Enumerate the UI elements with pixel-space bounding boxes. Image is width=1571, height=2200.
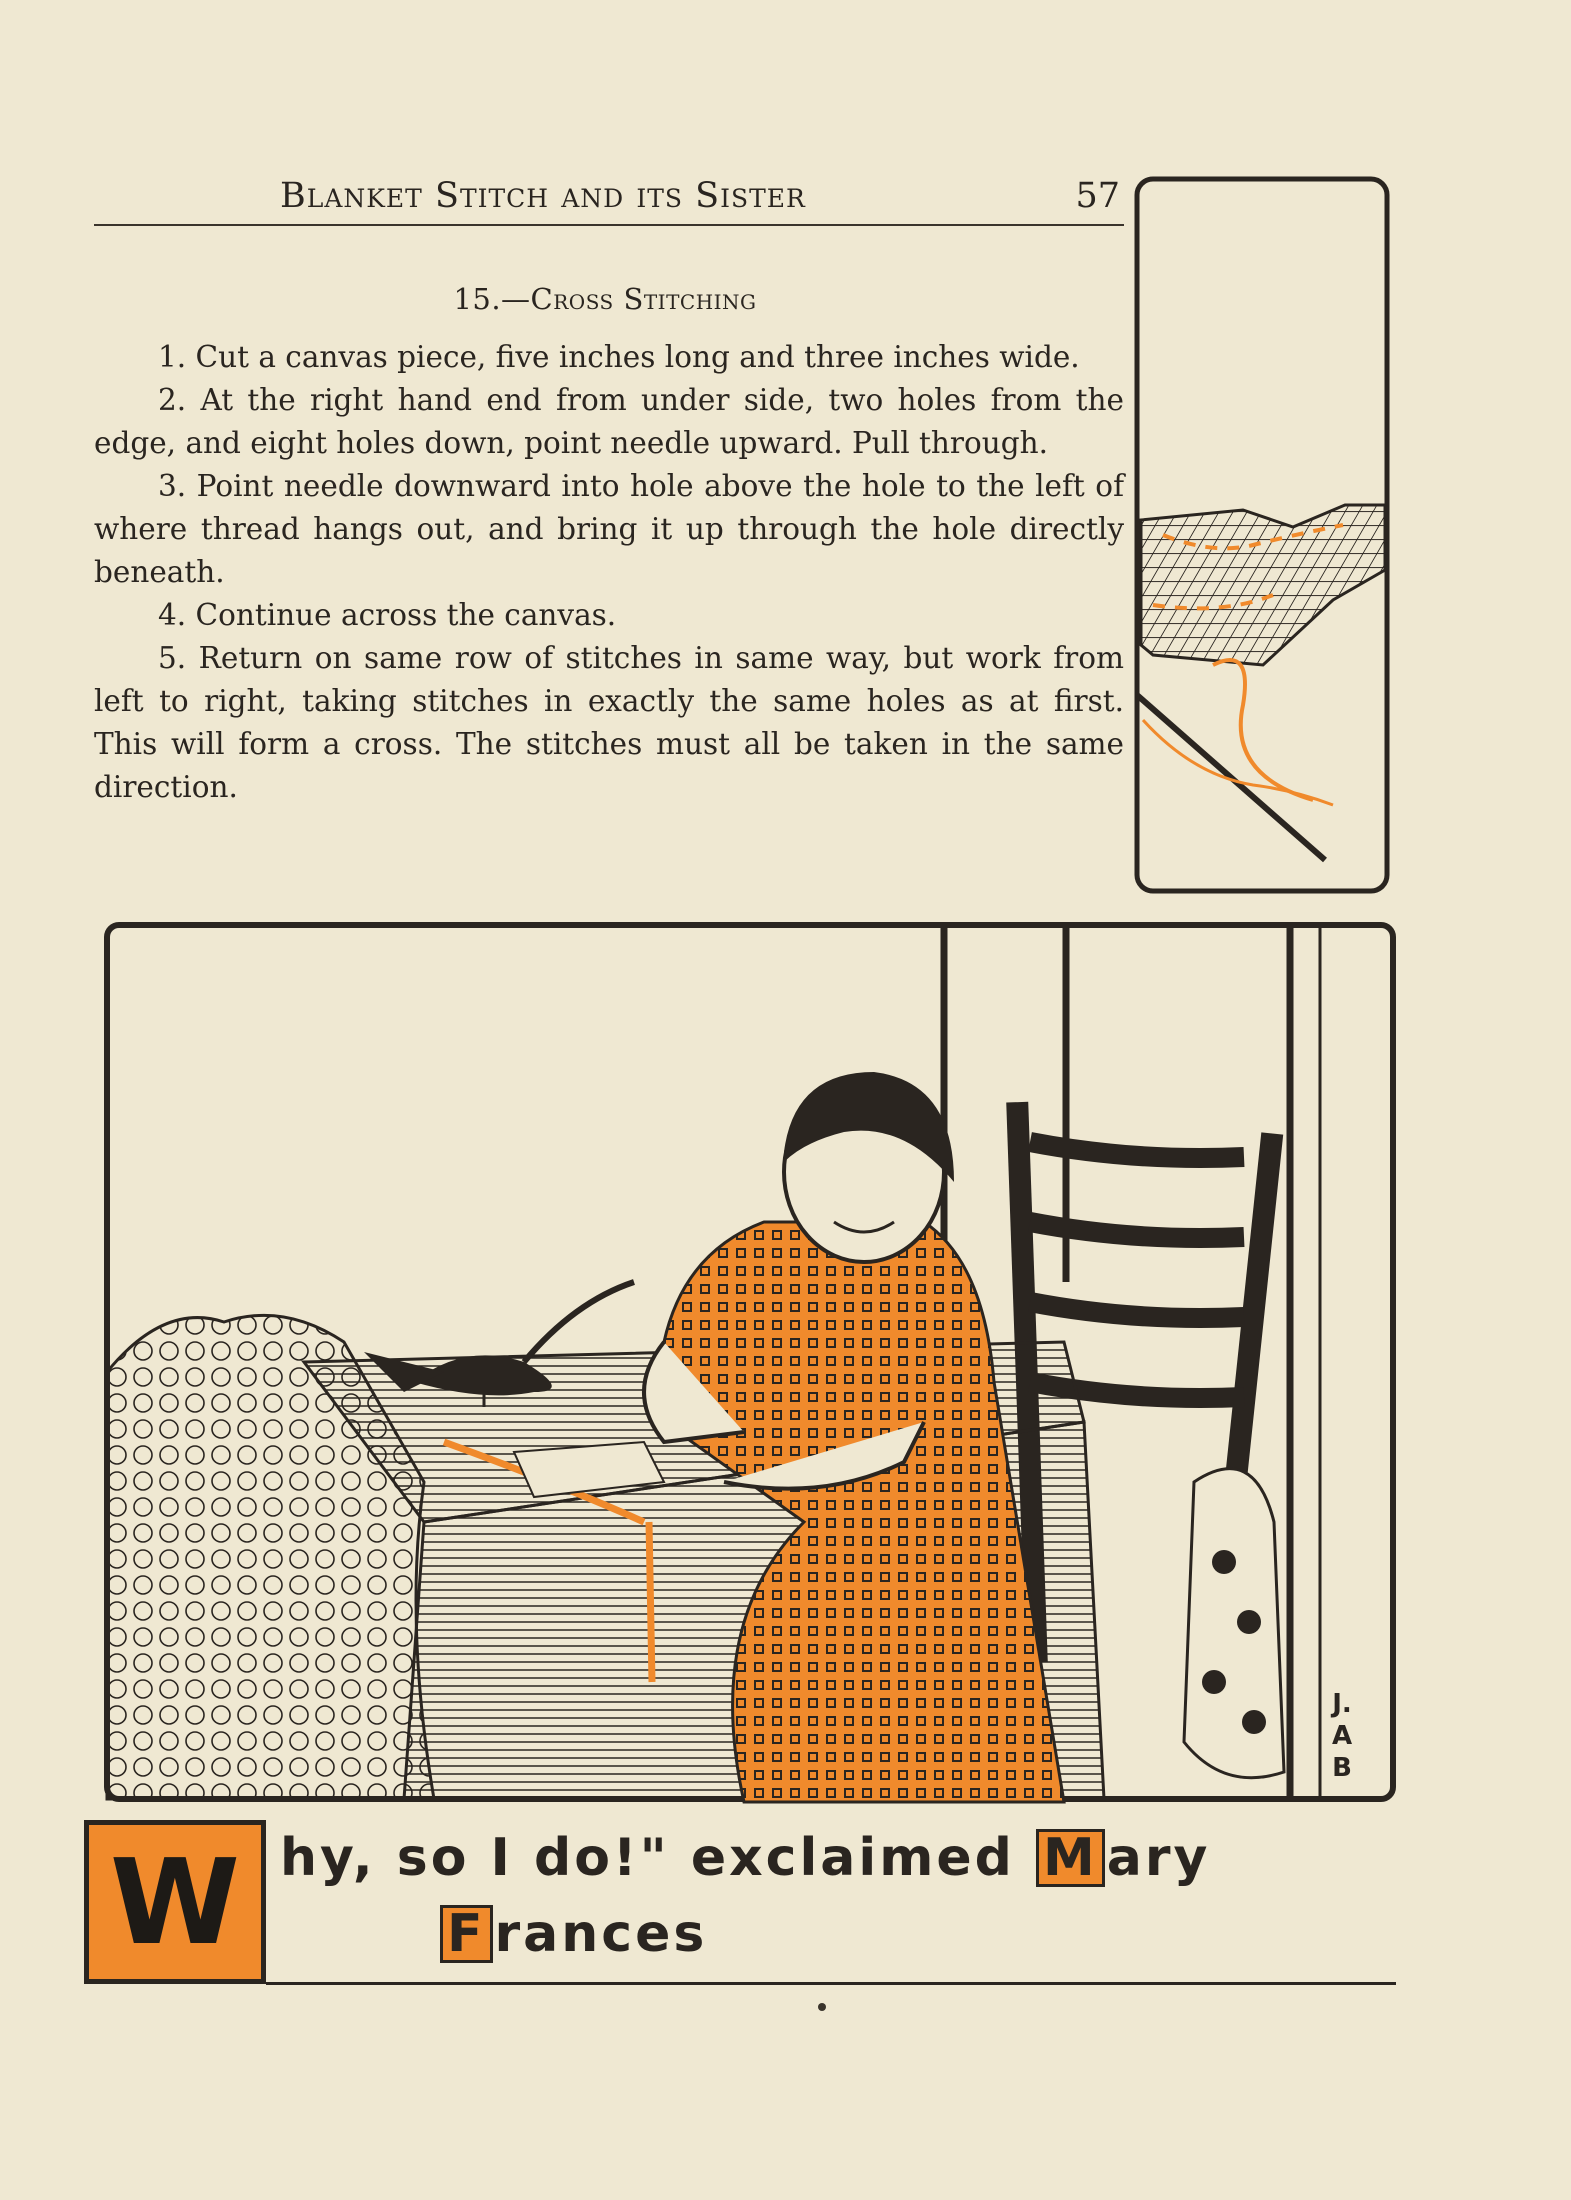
mary-rest: ary: [1106, 1828, 1211, 1888]
running-title: Blanket Stitch and its Sister: [280, 176, 806, 216]
step-2: 2. At the right hand end from under side, two holes from the edge, and eight holes down, point needle upward. Pull through.: [94, 383, 1124, 460]
drop-cap: [84, 1820, 266, 1984]
caption-line-1: [280, 1828, 1210, 1888]
step-5: 5. Return on same row of stitches in same way, but work from left to right, taking stitches in exactly the same holes as at first. This will form a cross. The stitches must all be taken in the same direction.: [94, 641, 1124, 804]
girl-sewing-illustration: [104, 922, 1396, 1804]
step-4: 4. Continue across the canvas.: [158, 598, 617, 632]
caption-text-1: hy, so I do!" exclaimed: [280, 1828, 1015, 1888]
section-heading: 15.—Cross Stitching: [453, 282, 757, 316]
monogram-a: A: [1331, 1721, 1353, 1751]
caption-rule: [266, 1982, 1396, 1985]
step-3: 3. Point needle downward into hole above the hole to the left of where thread hangs out, and bring it up through the hole directly beneath.: [94, 469, 1124, 589]
mary-initial: M: [1036, 1829, 1105, 1887]
drop-cap-letter: W: [109, 1833, 241, 1971]
monogram-j: J.: [1332, 1689, 1352, 1719]
page-dot: [818, 2003, 826, 2011]
page-number: 57: [1075, 176, 1120, 216]
monogram-b: B: [1332, 1753, 1352, 1783]
frances-initial: F: [440, 1905, 493, 1963]
frances-rest: rances: [494, 1904, 708, 1964]
step-1: 1. Cut a canvas piece, five inches long and three inches wide.: [158, 340, 1080, 374]
caption-line-2: [440, 1904, 707, 1964]
needle-canvas-illustration: [1133, 175, 1391, 895]
caption-banner: [84, 1820, 1414, 1992]
running-header: [94, 172, 1124, 226]
instruction-steps: [94, 336, 1124, 809]
